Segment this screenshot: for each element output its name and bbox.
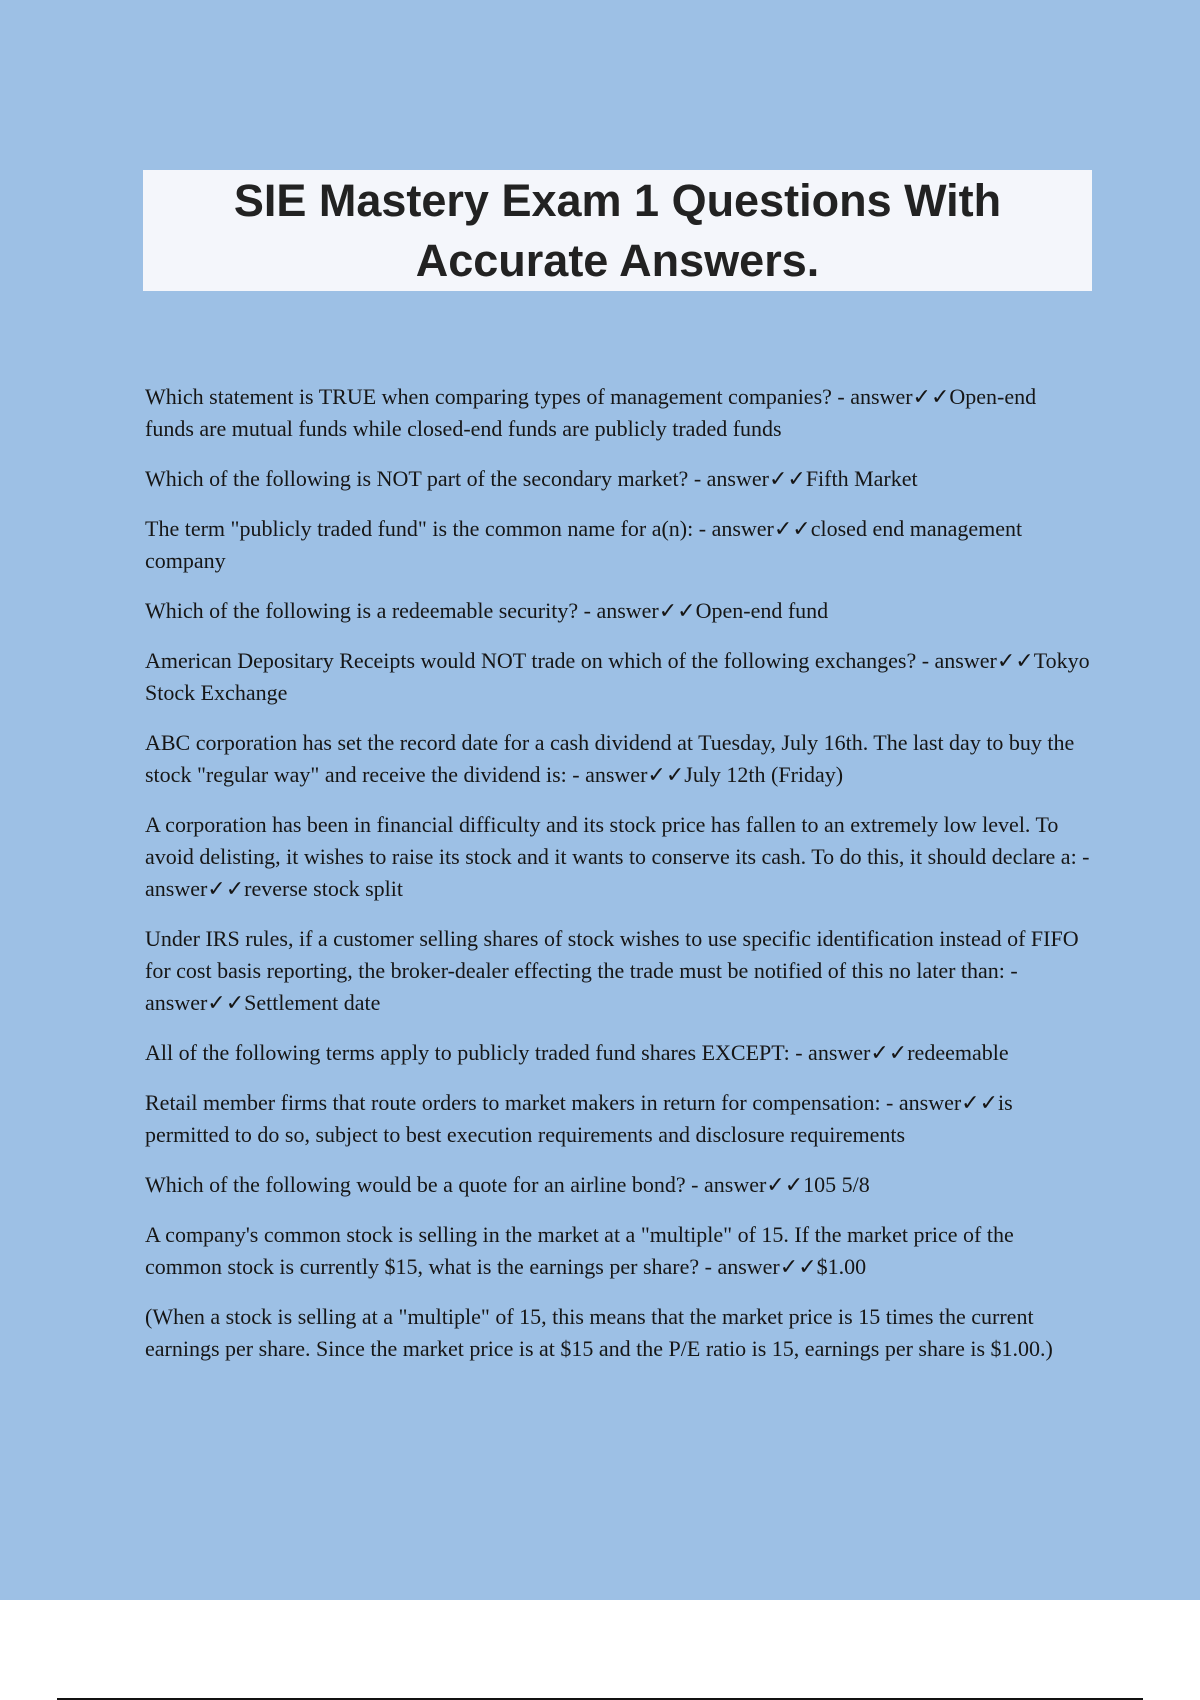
document-title: SIE Mastery Exam 1 Questions With Accurate Answers. — [233, 174, 1002, 286]
qa-item: Under IRS rules, if a customer selling shares of stock wishes to use specific identification instead of FIFO for cost basis reporting, the broker-dealer effecting the trade must be notified of this no later than: - answer✓✓Settlement date — [145, 926, 1079, 1015]
qa-item: A corporation has been in financial difficulty and its stock price has fallen to an extremely low level. To avoid delisting, it wishes to raise its stock and it wants to conserve its cash. To do this, it should declare a: - answer✓✓reverse stock split — [145, 812, 1090, 901]
qa-item: All of the following terms apply to publicly traded fund shares EXCEPT: - answer✓✓redeemable — [145, 1040, 1009, 1065]
qa-item: Which statement is TRUE when comparing types of management companies? - answer✓✓Open-end funds are mutual funds while closed-end funds are publicly traded funds — [145, 384, 1037, 441]
explanation-note: (When a stock is selling at a "multiple" of 15, this means that the market price is 15 times the current earnings per share. Since the market price is at $15 and the P/E ratio is 15, earnings per share is $1.00.) — [145, 1304, 1053, 1361]
qa-item: A company's common stock is selling in the market at a "multiple" of 15. If the market price of the common stock is currently $15, what is the earnings per share? - answer✓✓$1.00 — [145, 1222, 1014, 1279]
title-banner — [143, 170, 1092, 291]
qa-item: Which of the following is a redeemable security? - answer✓✓Open-end fund — [145, 598, 829, 623]
qa-item: The term "publicly traded fund" is the common name for a(n): - answer✓✓closed end management company — [145, 516, 1023, 573]
qa-item: American Depositary Receipts would NOT trade on which of the following exchanges? - answer✓✓Tokyo Stock Exchange — [145, 648, 1090, 705]
qa-item: Retail member firms that route orders to market makers in return for compensation: - answer✓✓is permitted to do so, subject to best execution requirements and disclosure requirements — [145, 1090, 1013, 1147]
qa-item: ABC corporation has set the record date for a cash dividend at Tuesday, July 16th. The last day to buy the stock "regular way" and receive the dividend is: - answer✓✓July 12th (Friday) — [145, 730, 1075, 787]
qa-item: Which of the following is NOT part of the secondary market? - answer✓✓Fifth Market — [145, 466, 918, 491]
qa-item: Which of the following would be a quote for an airline bond? - answer✓✓105 5/8 — [145, 1172, 870, 1197]
qa-list — [145, 381, 1090, 1383]
